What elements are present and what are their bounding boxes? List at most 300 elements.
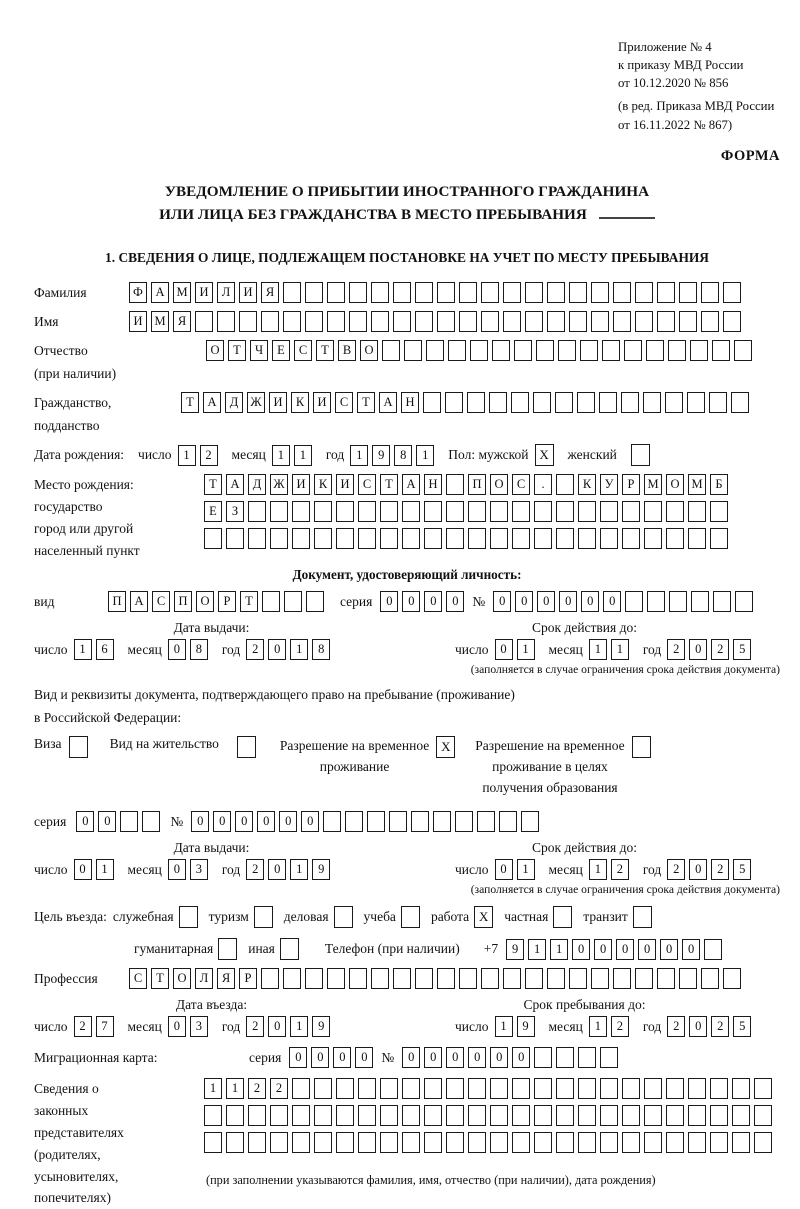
char-cell[interactable]: 3 [190, 859, 208, 880]
char-cell[interactable] [415, 282, 433, 303]
char-cell[interactable]: 0 [279, 811, 297, 832]
char-cell[interactable]: Т [181, 392, 199, 413]
char-cell[interactable] [349, 968, 367, 989]
char-cell[interactable] [644, 1078, 662, 1099]
char-cell[interactable]: А [151, 282, 169, 303]
char-cell[interactable]: У [600, 474, 618, 495]
char-cell[interactable] [511, 392, 529, 413]
char-cell[interactable] [468, 1078, 486, 1099]
char-cell[interactable] [371, 282, 389, 303]
char-cell[interactable] [323, 811, 341, 832]
char-cell[interactable]: 2 [246, 1016, 264, 1037]
char-cell[interactable]: 9 [372, 445, 390, 466]
char-cell[interactable] [710, 1078, 728, 1099]
char-cell[interactable]: О [666, 474, 684, 495]
char-cell[interactable] [468, 1105, 486, 1126]
char-cell[interactable]: 0 [468, 1047, 486, 1068]
temp-residence-edu-checkbox[interactable] [632, 736, 651, 758]
char-cell[interactable] [754, 1105, 772, 1126]
char-cell[interactable]: 1 [290, 639, 308, 660]
char-cell[interactable] [647, 591, 665, 612]
char-cell[interactable] [613, 282, 631, 303]
char-cell[interactable] [512, 501, 530, 522]
char-cell[interactable] [481, 968, 499, 989]
char-cell[interactable] [578, 1105, 596, 1126]
char-cell[interactable] [600, 1105, 618, 1126]
char-cell[interactable] [404, 340, 422, 361]
char-cell[interactable]: А [402, 474, 420, 495]
char-cell[interactable]: 2 [667, 859, 685, 880]
char-cell[interactable]: 1 [517, 639, 535, 660]
char-cell[interactable] [446, 1078, 464, 1099]
char-cell[interactable] [204, 1132, 222, 1153]
char-cell[interactable] [578, 528, 596, 549]
char-cell[interactable] [402, 528, 420, 549]
char-cell[interactable] [402, 1078, 420, 1099]
char-cell[interactable]: 2 [667, 639, 685, 660]
char-cell[interactable] [534, 528, 552, 549]
char-cell[interactable] [578, 1047, 596, 1068]
char-cell[interactable] [448, 340, 466, 361]
char-cell[interactable] [292, 1105, 310, 1126]
char-cell[interactable]: Т [380, 474, 398, 495]
char-cell[interactable] [423, 392, 441, 413]
char-cell[interactable] [534, 1132, 552, 1153]
char-cell[interactable] [525, 282, 543, 303]
char-cell[interactable]: 0 [301, 811, 319, 832]
char-cell[interactable] [688, 1078, 706, 1099]
char-cell[interactable]: Н [401, 392, 419, 413]
purpose-transit-checkbox[interactable] [633, 906, 652, 928]
char-cell[interactable] [382, 340, 400, 361]
char-cell[interactable]: 2 [74, 1016, 92, 1037]
char-cell[interactable]: К [291, 392, 309, 413]
char-cell[interactable]: С [335, 392, 353, 413]
purpose-humanitarian-checkbox[interactable] [218, 938, 237, 960]
char-cell[interactable] [239, 311, 257, 332]
char-cell[interactable] [389, 811, 407, 832]
char-cell[interactable]: 1 [290, 1016, 308, 1037]
char-cell[interactable] [305, 282, 323, 303]
char-cell[interactable]: 1 [589, 1016, 607, 1037]
char-cell[interactable]: А [379, 392, 397, 413]
char-cell[interactable]: С [294, 340, 312, 361]
char-cell[interactable] [723, 311, 741, 332]
char-cell[interactable]: 0 [168, 859, 186, 880]
char-cell[interactable]: . [534, 474, 552, 495]
char-cell[interactable]: 1 [204, 1078, 222, 1099]
char-cell[interactable]: Т [357, 392, 375, 413]
char-cell[interactable]: 0 [289, 1047, 307, 1068]
char-cell[interactable]: М [151, 311, 169, 332]
char-cell[interactable] [467, 392, 485, 413]
char-cell[interactable] [262, 591, 280, 612]
char-cell[interactable] [555, 392, 573, 413]
char-cell[interactable]: 0 [682, 939, 700, 960]
char-cell[interactable] [679, 311, 697, 332]
char-cell[interactable]: Т [151, 968, 169, 989]
char-cell[interactable]: Р [622, 474, 640, 495]
char-cell[interactable] [613, 311, 631, 332]
char-cell[interactable] [577, 392, 595, 413]
char-cell[interactable]: 0 [191, 811, 209, 832]
char-cell[interactable] [426, 340, 444, 361]
char-cell[interactable] [723, 282, 741, 303]
char-cell[interactable]: Р [218, 591, 236, 612]
char-cell[interactable] [424, 528, 442, 549]
char-cell[interactable] [226, 1132, 244, 1153]
char-cell[interactable]: 0 [424, 591, 442, 612]
char-cell[interactable] [512, 1105, 530, 1126]
char-cell[interactable] [666, 1105, 684, 1126]
char-cell[interactable] [556, 1105, 574, 1126]
char-cell[interactable] [393, 311, 411, 332]
char-cell[interactable]: О [173, 968, 191, 989]
char-cell[interactable] [226, 1105, 244, 1126]
char-cell[interactable] [217, 311, 235, 332]
char-cell[interactable] [415, 968, 433, 989]
char-cell[interactable] [314, 1132, 332, 1153]
char-cell[interactable] [314, 1105, 332, 1126]
char-cell[interactable]: 5 [733, 639, 751, 660]
char-cell[interactable] [644, 528, 662, 549]
char-cell[interactable] [533, 392, 551, 413]
char-cell[interactable] [490, 1132, 508, 1153]
char-cell[interactable] [687, 392, 705, 413]
char-cell[interactable]: 0 [268, 1016, 286, 1037]
char-cell[interactable]: 2 [200, 445, 218, 466]
char-cell[interactable]: 0 [495, 639, 513, 660]
char-cell[interactable]: Л [217, 282, 235, 303]
char-cell[interactable]: О [490, 474, 508, 495]
char-cell[interactable]: 1 [294, 445, 312, 466]
char-cell[interactable] [437, 282, 455, 303]
char-cell[interactable]: О [206, 340, 224, 361]
char-cell[interactable]: 0 [493, 591, 511, 612]
char-cell[interactable]: В [338, 340, 356, 361]
char-cell[interactable]: 1 [517, 859, 535, 880]
char-cell[interactable] [336, 528, 354, 549]
char-cell[interactable]: А [226, 474, 244, 495]
char-cell[interactable] [712, 340, 730, 361]
char-cell[interactable]: Р [239, 968, 257, 989]
char-cell[interactable] [679, 282, 697, 303]
char-cell[interactable] [514, 340, 532, 361]
char-cell[interactable]: И [195, 282, 213, 303]
char-cell[interactable] [754, 1132, 772, 1153]
char-cell[interactable] [358, 1105, 376, 1126]
char-cell[interactable] [578, 1078, 596, 1099]
char-cell[interactable] [536, 340, 554, 361]
char-cell[interactable]: 2 [711, 859, 729, 880]
char-cell[interactable] [657, 282, 675, 303]
char-cell[interactable] [248, 501, 266, 522]
char-cell[interactable] [578, 1132, 596, 1153]
char-cell[interactable] [710, 1105, 728, 1126]
char-cell[interactable] [556, 528, 574, 549]
char-cell[interactable] [336, 501, 354, 522]
char-cell[interactable] [556, 1132, 574, 1153]
char-cell[interactable] [521, 811, 539, 832]
char-cell[interactable]: 0 [603, 591, 621, 612]
char-cell[interactable]: 1 [416, 445, 434, 466]
char-cell[interactable]: И [292, 474, 310, 495]
char-cell[interactable] [635, 311, 653, 332]
char-cell[interactable] [402, 1105, 420, 1126]
char-cell[interactable]: С [129, 968, 147, 989]
char-cell[interactable] [657, 311, 675, 332]
char-cell[interactable]: 1 [528, 939, 546, 960]
char-cell[interactable]: 0 [638, 939, 656, 960]
char-cell[interactable] [195, 311, 213, 332]
temp-residence-checkbox[interactable]: X [436, 736, 455, 758]
char-cell[interactable]: 0 [689, 639, 707, 660]
char-cell[interactable] [525, 311, 543, 332]
char-cell[interactable] [622, 1078, 640, 1099]
char-cell[interactable] [455, 811, 473, 832]
char-cell[interactable] [314, 501, 332, 522]
char-cell[interactable] [349, 282, 367, 303]
char-cell[interactable] [643, 392, 661, 413]
char-cell[interactable] [292, 528, 310, 549]
char-cell[interactable] [305, 311, 323, 332]
char-cell[interactable]: 5 [733, 859, 751, 880]
char-cell[interactable] [600, 1078, 618, 1099]
purpose-private-checkbox[interactable] [553, 906, 572, 928]
char-cell[interactable] [622, 528, 640, 549]
char-cell[interactable] [481, 282, 499, 303]
char-cell[interactable]: 1 [74, 639, 92, 660]
char-cell[interactable] [709, 392, 727, 413]
char-cell[interactable] [600, 501, 618, 522]
char-cell[interactable] [666, 1078, 684, 1099]
char-cell[interactable]: 0 [268, 859, 286, 880]
char-cell[interactable] [710, 1132, 728, 1153]
char-cell[interactable] [336, 1105, 354, 1126]
char-cell[interactable]: К [314, 474, 332, 495]
char-cell[interactable]: 0 [168, 1016, 186, 1037]
char-cell[interactable]: 0 [402, 591, 420, 612]
char-cell[interactable]: Б [710, 474, 728, 495]
char-cell[interactable] [547, 282, 565, 303]
char-cell[interactable] [380, 1105, 398, 1126]
char-cell[interactable] [402, 501, 420, 522]
char-cell[interactable] [314, 1078, 332, 1099]
char-cell[interactable] [292, 501, 310, 522]
char-cell[interactable] [624, 340, 642, 361]
char-cell[interactable]: С [152, 591, 170, 612]
char-cell[interactable] [477, 811, 495, 832]
char-cell[interactable] [468, 1132, 486, 1153]
char-cell[interactable] [490, 1078, 508, 1099]
char-cell[interactable] [635, 968, 653, 989]
char-cell[interactable]: 0 [257, 811, 275, 832]
char-cell[interactable] [226, 528, 244, 549]
char-cell[interactable] [578, 501, 596, 522]
char-cell[interactable] [666, 501, 684, 522]
char-cell[interactable]: 0 [515, 591, 533, 612]
char-cell[interactable]: 1 [550, 939, 568, 960]
char-cell[interactable] [732, 1132, 750, 1153]
char-cell[interactable] [358, 528, 376, 549]
char-cell[interactable] [646, 340, 664, 361]
char-cell[interactable] [248, 1105, 266, 1126]
char-cell[interactable]: 9 [312, 1016, 330, 1037]
char-cell[interactable] [666, 1132, 684, 1153]
char-cell[interactable]: 0 [98, 811, 116, 832]
char-cell[interactable]: 0 [424, 1047, 442, 1068]
char-cell[interactable] [754, 1078, 772, 1099]
char-cell[interactable] [710, 501, 728, 522]
char-cell[interactable] [371, 311, 389, 332]
char-cell[interactable] [437, 311, 455, 332]
char-cell[interactable]: Ч [250, 340, 268, 361]
char-cell[interactable] [569, 968, 587, 989]
char-cell[interactable]: 1 [495, 1016, 513, 1037]
char-cell[interactable] [534, 1078, 552, 1099]
char-cell[interactable]: И [336, 474, 354, 495]
char-cell[interactable] [490, 501, 508, 522]
char-cell[interactable]: 0 [495, 859, 513, 880]
char-cell[interactable] [713, 591, 731, 612]
char-cell[interactable]: 0 [689, 1016, 707, 1037]
char-cell[interactable]: 1 [589, 639, 607, 660]
char-cell[interactable] [314, 528, 332, 549]
char-cell[interactable] [445, 392, 463, 413]
char-cell[interactable] [380, 1078, 398, 1099]
char-cell[interactable]: 9 [506, 939, 524, 960]
char-cell[interactable] [336, 1132, 354, 1153]
char-cell[interactable]: И [269, 392, 287, 413]
char-cell[interactable] [446, 501, 464, 522]
char-cell[interactable] [468, 528, 486, 549]
char-cell[interactable] [292, 1078, 310, 1099]
char-cell[interactable]: 9 [312, 859, 330, 880]
char-cell[interactable] [534, 501, 552, 522]
char-cell[interactable] [644, 1132, 662, 1153]
char-cell[interactable] [723, 968, 741, 989]
char-cell[interactable]: 5 [733, 1016, 751, 1037]
char-cell[interactable] [345, 811, 363, 832]
char-cell[interactable]: 7 [96, 1016, 114, 1037]
char-cell[interactable] [602, 340, 620, 361]
char-cell[interactable]: Я [217, 968, 235, 989]
char-cell[interactable]: Д [225, 392, 243, 413]
char-cell[interactable] [734, 340, 752, 361]
char-cell[interactable] [446, 528, 464, 549]
char-cell[interactable] [489, 392, 507, 413]
char-cell[interactable] [204, 528, 222, 549]
char-cell[interactable] [556, 474, 574, 495]
char-cell[interactable] [635, 282, 653, 303]
char-cell[interactable]: А [130, 591, 148, 612]
char-cell[interactable] [665, 392, 683, 413]
char-cell[interactable]: 9 [517, 1016, 535, 1037]
char-cell[interactable] [591, 311, 609, 332]
char-cell[interactable]: 0 [402, 1047, 420, 1068]
char-cell[interactable]: 0 [581, 591, 599, 612]
char-cell[interactable] [358, 1078, 376, 1099]
char-cell[interactable]: 1 [96, 859, 114, 880]
char-cell[interactable]: 1 [611, 639, 629, 660]
char-cell[interactable] [490, 1105, 508, 1126]
char-cell[interactable] [512, 528, 530, 549]
char-cell[interactable]: Т [316, 340, 334, 361]
char-cell[interactable]: З [226, 501, 244, 522]
char-cell[interactable]: Ж [247, 392, 265, 413]
char-cell[interactable] [547, 311, 565, 332]
char-cell[interactable]: 0 [689, 859, 707, 880]
char-cell[interactable] [120, 811, 138, 832]
char-cell[interactable] [701, 282, 719, 303]
char-cell[interactable] [327, 282, 345, 303]
char-cell[interactable] [512, 1132, 530, 1153]
char-cell[interactable] [710, 528, 728, 549]
char-cell[interactable]: М [173, 282, 191, 303]
char-cell[interactable]: 0 [76, 811, 94, 832]
char-cell[interactable] [490, 528, 508, 549]
char-cell[interactable] [371, 968, 389, 989]
char-cell[interactable]: 0 [355, 1047, 373, 1068]
char-cell[interactable] [600, 528, 618, 549]
char-cell[interactable]: 3 [190, 1016, 208, 1037]
char-cell[interactable] [292, 1132, 310, 1153]
char-cell[interactable]: П [108, 591, 126, 612]
char-cell[interactable]: Н [424, 474, 442, 495]
char-cell[interactable]: О [360, 340, 378, 361]
char-cell[interactable] [503, 282, 521, 303]
char-cell[interactable] [499, 811, 517, 832]
char-cell[interactable] [358, 1132, 376, 1153]
char-cell[interactable]: 2 [246, 859, 264, 880]
char-cell[interactable]: 2 [611, 859, 629, 880]
char-cell[interactable]: Т [228, 340, 246, 361]
char-cell[interactable]: Ф [129, 282, 147, 303]
char-cell[interactable] [349, 311, 367, 332]
char-cell[interactable] [261, 311, 279, 332]
char-cell[interactable] [688, 528, 706, 549]
char-cell[interactable]: А [203, 392, 221, 413]
char-cell[interactable] [600, 1047, 618, 1068]
char-cell[interactable] [669, 591, 687, 612]
char-cell[interactable] [704, 939, 722, 960]
char-cell[interactable]: С [358, 474, 376, 495]
char-cell[interactable]: 8 [394, 445, 412, 466]
char-cell[interactable] [688, 1105, 706, 1126]
char-cell[interactable] [327, 311, 345, 332]
char-cell[interactable]: 0 [333, 1047, 351, 1068]
char-cell[interactable] [283, 282, 301, 303]
char-cell[interactable] [306, 591, 324, 612]
char-cell[interactable]: 8 [312, 639, 330, 660]
char-cell[interactable]: 2 [711, 639, 729, 660]
char-cell[interactable]: К [578, 474, 596, 495]
char-cell[interactable]: Д [248, 474, 266, 495]
purpose-work-checkbox[interactable]: X [474, 906, 493, 928]
char-cell[interactable] [270, 1105, 288, 1126]
char-cell[interactable] [261, 968, 279, 989]
char-cell[interactable] [679, 968, 697, 989]
char-cell[interactable] [644, 501, 662, 522]
char-cell[interactable] [688, 1132, 706, 1153]
char-cell[interactable] [411, 811, 429, 832]
char-cell[interactable]: 0 [616, 939, 634, 960]
char-cell[interactable] [433, 811, 451, 832]
char-cell[interactable] [424, 1132, 442, 1153]
char-cell[interactable] [270, 528, 288, 549]
char-cell[interactable]: 1 [589, 859, 607, 880]
char-cell[interactable]: 2 [711, 1016, 729, 1037]
